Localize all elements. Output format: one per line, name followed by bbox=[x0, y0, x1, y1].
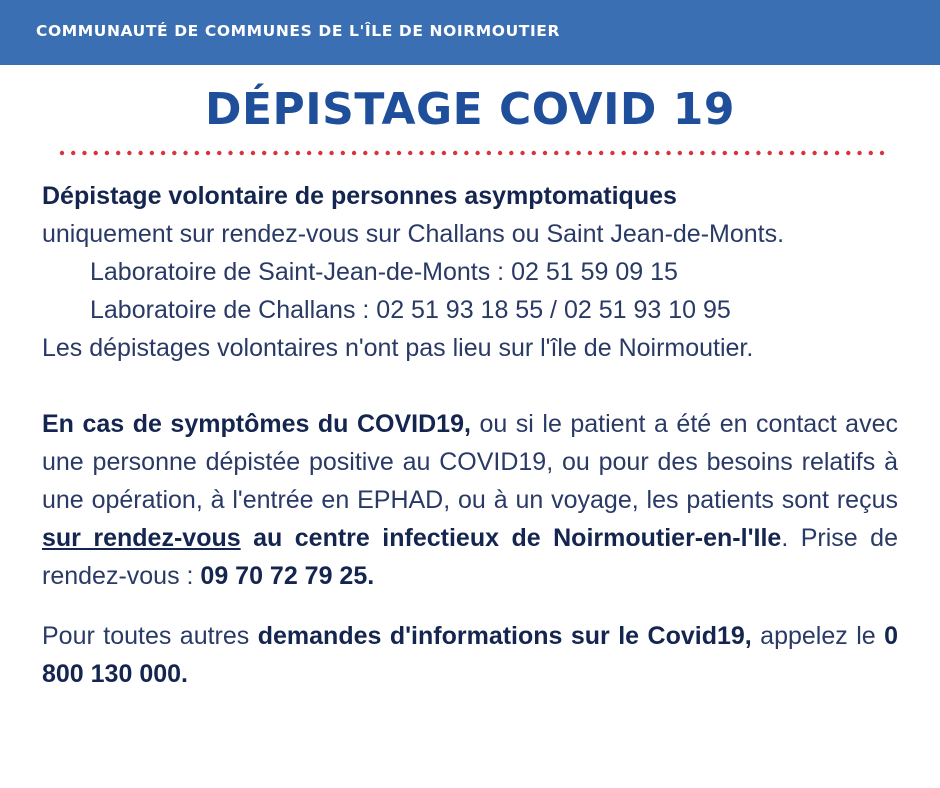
divider-dot bbox=[352, 151, 356, 155]
divider-dot bbox=[588, 151, 592, 155]
divider-dot bbox=[453, 151, 457, 155]
divider-dot bbox=[543, 151, 547, 155]
divider-dot bbox=[172, 151, 176, 155]
divider-dot bbox=[577, 151, 581, 155]
divider-dot bbox=[273, 151, 277, 155]
divider-dot bbox=[767, 151, 771, 155]
info-text-1: Pour toutes autres bbox=[42, 622, 258, 650]
divider-dot bbox=[386, 151, 390, 155]
divider-dot bbox=[779, 151, 783, 155]
divider-dot bbox=[666, 151, 670, 155]
divider-dot bbox=[678, 151, 682, 155]
divider-dot bbox=[734, 151, 738, 155]
divider-dot bbox=[846, 151, 850, 155]
divider-dot bbox=[60, 151, 64, 155]
booking-phone: 09 70 72 79 25. bbox=[200, 562, 375, 590]
info-text-2: appelez le bbox=[751, 622, 885, 650]
divider-dot bbox=[880, 151, 884, 155]
page-title: DÉPISTAGE COVID 19 bbox=[204, 84, 736, 135]
divider-dot bbox=[284, 151, 288, 155]
divider-dot bbox=[94, 151, 98, 155]
divider-dot bbox=[745, 151, 749, 155]
voluntary-note: Les dépistages volontaires n'ont pas lieu sur l'île de Noirmoutier. bbox=[42, 334, 754, 362]
info-request: demandes d'informations sur le Covid19, bbox=[257, 622, 752, 650]
divider-dot bbox=[150, 151, 154, 155]
divider-dot bbox=[487, 151, 491, 155]
symptoms-text: ou si le patient a été en contact avec une personne dépistée positive au COVID19, ou pour des besoins relatifs à une opération, à l'entrée en EPHAD, ou à un voyage, les patients sont reçus bbox=[42, 410, 898, 514]
divider-dot bbox=[554, 151, 558, 155]
divider-dot bbox=[689, 151, 693, 155]
divider-dot bbox=[217, 151, 221, 155]
divider-dot bbox=[824, 151, 828, 155]
divider-dot bbox=[835, 151, 839, 155]
divider-dot bbox=[723, 151, 727, 155]
voluntary-testing-section bbox=[42, 177, 898, 367]
divider-dot bbox=[498, 151, 502, 155]
divider-dot bbox=[812, 151, 816, 155]
divider-dot bbox=[442, 151, 446, 155]
infection-center: au centre infectieux de Noirmoutier-en-l'Ile bbox=[240, 524, 782, 552]
divider-dot bbox=[857, 151, 861, 155]
info-section bbox=[42, 617, 898, 693]
divider-dot bbox=[116, 151, 120, 155]
divider-dot bbox=[71, 151, 75, 155]
divider-dot bbox=[240, 151, 244, 155]
voluntary-heading: Dépistage volontaire de personnes asymptomatiques bbox=[42, 182, 677, 210]
info-phone: 0 800 130 000. bbox=[42, 622, 898, 688]
divider-dot bbox=[801, 151, 805, 155]
symptoms-lead: En cas de symptômes du COVID19, bbox=[42, 410, 471, 438]
voluntary-intro: uniquement sur rendez-vous sur Challans ou Saint Jean-de-Monts. bbox=[42, 220, 785, 248]
divider-dot bbox=[206, 151, 210, 155]
divider-dot bbox=[869, 151, 873, 155]
lab-saint-jean-de-monts: Laboratoire de Saint-Jean-de-Monts : 02 51 59 09 15 bbox=[90, 258, 678, 286]
divider-dot bbox=[464, 151, 468, 155]
divider-dot bbox=[262, 151, 266, 155]
divider-dot bbox=[532, 151, 536, 155]
lab-challans: Laboratoire de Challans : 02 51 93 18 55 / 02 51 93 10 95 bbox=[90, 296, 731, 324]
divider-dot bbox=[655, 151, 659, 155]
divider-dot bbox=[599, 151, 603, 155]
divider-dot bbox=[183, 151, 187, 155]
divider-dot bbox=[419, 151, 423, 155]
dotted-divider bbox=[58, 149, 886, 157]
divider-dot bbox=[509, 151, 513, 155]
divider-dot bbox=[161, 151, 165, 155]
divider-dot bbox=[644, 151, 648, 155]
divider-dot bbox=[251, 151, 255, 155]
divider-dot bbox=[82, 151, 86, 155]
divider-dot bbox=[520, 151, 524, 155]
divider-dot bbox=[228, 151, 232, 155]
divider-dot bbox=[138, 151, 142, 155]
divider-dot bbox=[363, 151, 367, 155]
appointment-link[interactable]: sur rendez-vous bbox=[42, 524, 241, 552]
divider-dot bbox=[430, 151, 434, 155]
divider-dot bbox=[296, 151, 300, 155]
divider-dot bbox=[127, 151, 131, 155]
divider-dot bbox=[105, 151, 109, 155]
divider-dot bbox=[711, 151, 715, 155]
symptoms-section bbox=[42, 405, 898, 595]
divider-dot bbox=[475, 151, 479, 155]
divider-dot bbox=[341, 151, 345, 155]
divider-dot bbox=[195, 151, 199, 155]
divider-dot bbox=[610, 151, 614, 155]
divider-dot bbox=[700, 151, 704, 155]
divider-dot bbox=[756, 151, 760, 155]
divider-dot bbox=[318, 151, 322, 155]
divider-dot bbox=[790, 151, 794, 155]
divider-dot bbox=[408, 151, 412, 155]
divider-dot bbox=[307, 151, 311, 155]
divider-dot bbox=[397, 151, 401, 155]
header-bar bbox=[0, 0, 940, 65]
booking-text: . Prise de rendez-vous : bbox=[42, 524, 898, 590]
divider-dot bbox=[633, 151, 637, 155]
organization-name: COMMUNAUTÉ DE COMMUNES DE L'ÎLE DE NOIRMOUTIER bbox=[36, 22, 561, 40]
divider-dot bbox=[621, 151, 625, 155]
divider-dot bbox=[374, 151, 378, 155]
divider-dot bbox=[329, 151, 333, 155]
divider-dot bbox=[565, 151, 569, 155]
